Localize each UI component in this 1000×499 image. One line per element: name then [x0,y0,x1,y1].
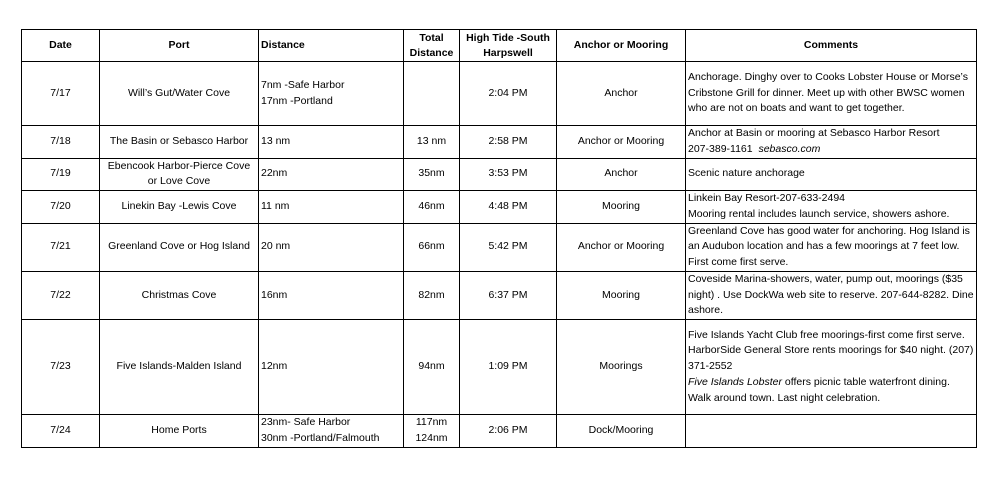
comment-line: Anchor at Basin or mooring at Sebasco Harbor Resort [688,127,940,139]
cell-port: Christmas Cove [100,271,259,319]
table-row [22,191,977,224]
cell-anchor: Anchor or Mooring [557,223,686,271]
cell-total-distance: 94nm [404,320,460,415]
cell-total-distance: 35nm [404,158,460,191]
cell-date: 7/19 [22,158,100,191]
cell-date: 7/18 [22,126,100,159]
header-anchor-or-mooring: Anchor or Mooring [557,30,686,62]
cell-comments: Coveside Marina-showers, water, pump out, moorings ($35 night) . Use DockWa web site to reserve. 207-644-8282. Dine ashore. [686,271,977,319]
table-row [22,271,977,319]
cell-total-distance [404,415,460,448]
header-comments: Comments [686,30,977,62]
header-total-distance: Total Distance [404,30,460,62]
table-row [22,415,977,448]
cell-high-tide: 2:58 PM [460,126,557,159]
header-port: Port [100,30,259,62]
cell-distance: 12nm [259,320,404,415]
cell-distance: 16nm [259,271,404,319]
table-row [22,320,977,415]
cell-date: 7/17 [22,62,100,126]
distance-line: 30nm -Portland/Falmouth [261,431,380,444]
total-line: 124nm [415,431,448,444]
cell-port: Five Islands-Malden Island [100,320,259,415]
comment-phone: 207-389-1161 [688,142,753,155]
cell-distance: 11 nm [259,191,404,224]
cell-port: Ebencook Harbor-Pierce Cove or Love Cove [100,158,259,191]
cell-anchor: Moorings [557,320,686,415]
cell-high-tide: 1:09 PM [460,320,557,415]
cell-date: 7/21 [22,223,100,271]
cell-distance: 20 nm [259,223,404,271]
distance-line: 17nm -Portland [261,94,333,107]
cell-distance: 22nm [259,158,404,191]
cell-anchor: Anchor [557,158,686,191]
comment-line: Mooring rental includes launch service, showers ashore. [688,207,950,220]
cell-high-tide: 2:06 PM [460,415,557,448]
cell-total-distance: 82nm [404,271,460,319]
cell-port: Linekin Bay -Lewis Cove [100,191,259,224]
cell-high-tide: 4:48 PM [460,191,557,224]
cell-total-distance [404,62,460,126]
cell-total-distance: 46nm [404,191,460,224]
cell-port: Home Ports [100,415,259,448]
cell-anchor: Anchor [557,62,686,126]
cell-comments [686,126,977,159]
comment-paragraph: HarborSide General Store rents moorings for $40 night. (207) 371-2552 [688,344,974,373]
cell-port: Will’s Gut/Water Cove [100,62,259,126]
cell-high-tide: 5:42 PM [460,223,557,271]
cell-port: The Basin or Sebasco Harbor [100,126,259,159]
cell-date: 7/22 [22,271,100,319]
cell-total-distance: 66nm [404,223,460,271]
cell-date: 7/20 [22,191,100,224]
cell-comments: Scenic nature anchorage [686,158,977,191]
itinerary-table [21,29,977,448]
distance-line: 23nm- Safe Harbor [261,416,351,428]
cell-date: 7/24 [22,415,100,448]
header-row [22,30,977,62]
comment-paragraph [688,375,974,407]
header-distance: Distance [259,30,404,62]
header-high-tide: High Tide -South Harpswell [460,30,557,62]
cell-comments [686,415,977,448]
cell-comments [686,191,977,224]
header-date: Date [22,30,100,62]
cell-distance: 13 nm [259,126,404,159]
cell-distance [259,62,404,126]
comment-business-name: Five Islands Lobster [688,375,782,388]
cell-total-distance: 13 nm [404,126,460,159]
total-line: 117nm [415,416,448,428]
comment-paragraph: Five Islands Yacht Club free moorings-first come first serve. [688,328,965,341]
cell-anchor: Anchor or Mooring [557,126,686,159]
cell-comments: Greenland Cove has good water for anchoring. Hog Island is an Audubon location and has a few moorings at 7 feet low. First come first serve. [686,223,977,271]
distance-line: 7nm -Safe Harbor [261,78,345,91]
table-row [22,126,977,159]
cell-anchor: Mooring [557,191,686,224]
comment-website: sebasco.com [758,142,821,155]
table-row [22,223,977,271]
comment-line: Linkein Bay Resort-207-633-2494 [688,192,846,204]
comment-text: offers picnic table waterfront dining. Walk around town. Last night celebration. [688,375,950,404]
cell-distance [259,415,404,448]
comment-line [688,142,974,158]
table-row [22,158,977,191]
cell-port: Greenland Cove or Hog Island [100,223,259,271]
cell-anchor: Dock/Mooring [557,415,686,448]
cell-high-tide: 6:37 PM [460,271,557,319]
cell-high-tide: 2:04 PM [460,62,557,126]
cell-comments [686,320,977,415]
cell-comments: Anchorage. Dinghy over to Cooks Lobster House or Morse’s Cribstone Grill for dinner. Meet up with other BWSC women who are not on boats and want to get together. [686,62,977,126]
cell-high-tide: 3:53 PM [460,158,557,191]
table-row [22,62,977,126]
cell-date: 7/23 [22,320,100,415]
cell-anchor: Mooring [557,271,686,319]
